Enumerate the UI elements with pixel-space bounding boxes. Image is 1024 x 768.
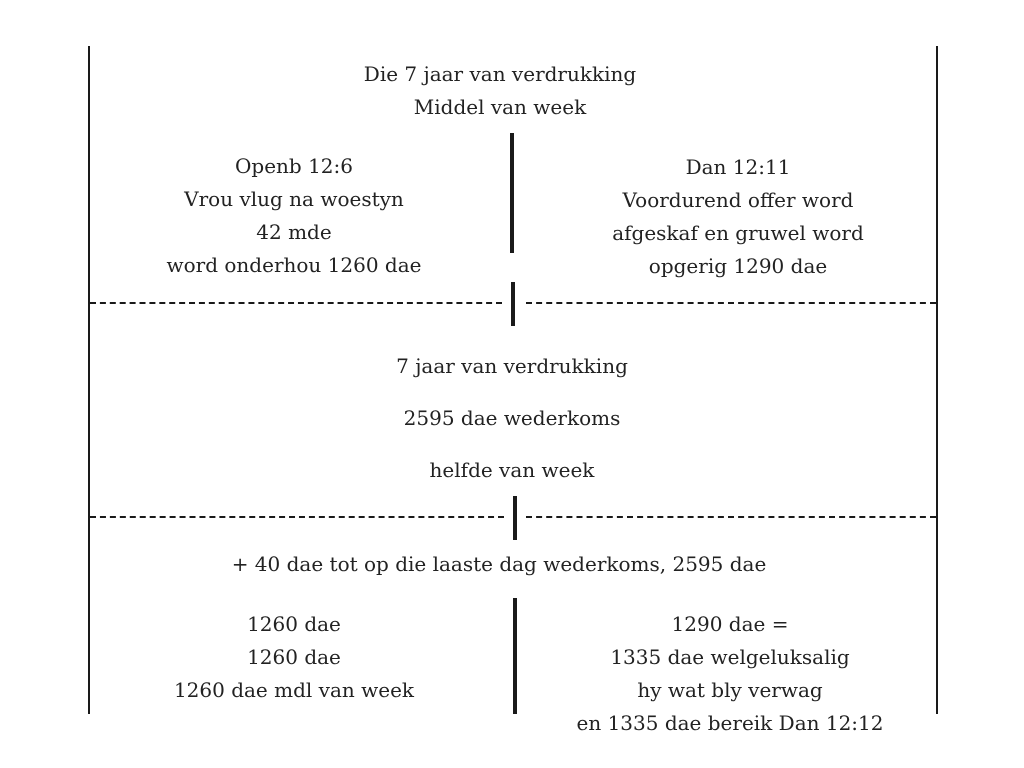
- middle-line-3: helfde van week: [429, 458, 595, 482]
- left-bottom-block: [144, 608, 444, 707]
- left-bottom-line-1: 1260 dae: [247, 612, 341, 636]
- right-bottom-line-1: 1290 dae =: [671, 612, 789, 636]
- dashed-separator-left-2: [90, 516, 504, 518]
- header-line-2: Middel van week: [413, 95, 587, 119]
- dashed-separator-right-1: [526, 302, 936, 304]
- right-bottom-line-3: hy wat bly verwag: [637, 678, 823, 702]
- bottom-header-text: + 40 dae tot op die laaste dag wederkoms, 2595 dae: [231, 552, 767, 576]
- middle-block: [312, 340, 712, 496]
- right-top-line-4: opgerig 1290 dae: [648, 254, 828, 278]
- middle-line-2: 2595 dae wederkoms: [403, 406, 621, 430]
- middle-line-1: 7 jaar van verdrukking: [396, 354, 628, 378]
- right-top-line-1: Dan 12:11: [685, 155, 791, 179]
- right-bottom-line-2: 1335 dae welgeluksalig: [610, 645, 850, 669]
- left-bottom-line-3: 1260 dae mdl van week: [173, 678, 415, 702]
- header-line-1: Die 7 jaar van verdrukking: [363, 62, 637, 86]
- dashed-separator-left-1: [90, 302, 502, 304]
- center-divider-dash1: [511, 282, 515, 326]
- header-block: [300, 58, 700, 124]
- right-border-line: [936, 46, 938, 714]
- center-divider-bottom: [513, 598, 517, 714]
- left-top-line-2: Vrou vlug na woestyn: [184, 187, 404, 211]
- center-divider-top: [510, 133, 514, 253]
- bottom-header: [199, 548, 799, 581]
- right-top-line-2: Voordurend offer word: [622, 188, 854, 212]
- left-border-line: [88, 46, 90, 714]
- left-top-line-3: 42 mde: [256, 220, 332, 244]
- right-top-line-3: afgeskaf en gruwel word: [612, 221, 864, 245]
- left-top-line-1: Openb 12:6: [235, 154, 353, 178]
- left-top-line-4: word onderhou 1260 dae: [166, 253, 422, 277]
- right-bottom-line-4: en 1335 dae bereik Dan 12:12: [576, 711, 884, 735]
- left-top-block: [144, 150, 444, 282]
- right-top-block: [568, 151, 908, 283]
- right-bottom-block: [560, 608, 900, 740]
- center-divider-dash2: [513, 496, 517, 540]
- dashed-separator-right-2: [526, 516, 936, 518]
- left-bottom-line-2: 1260 dae: [247, 645, 341, 669]
